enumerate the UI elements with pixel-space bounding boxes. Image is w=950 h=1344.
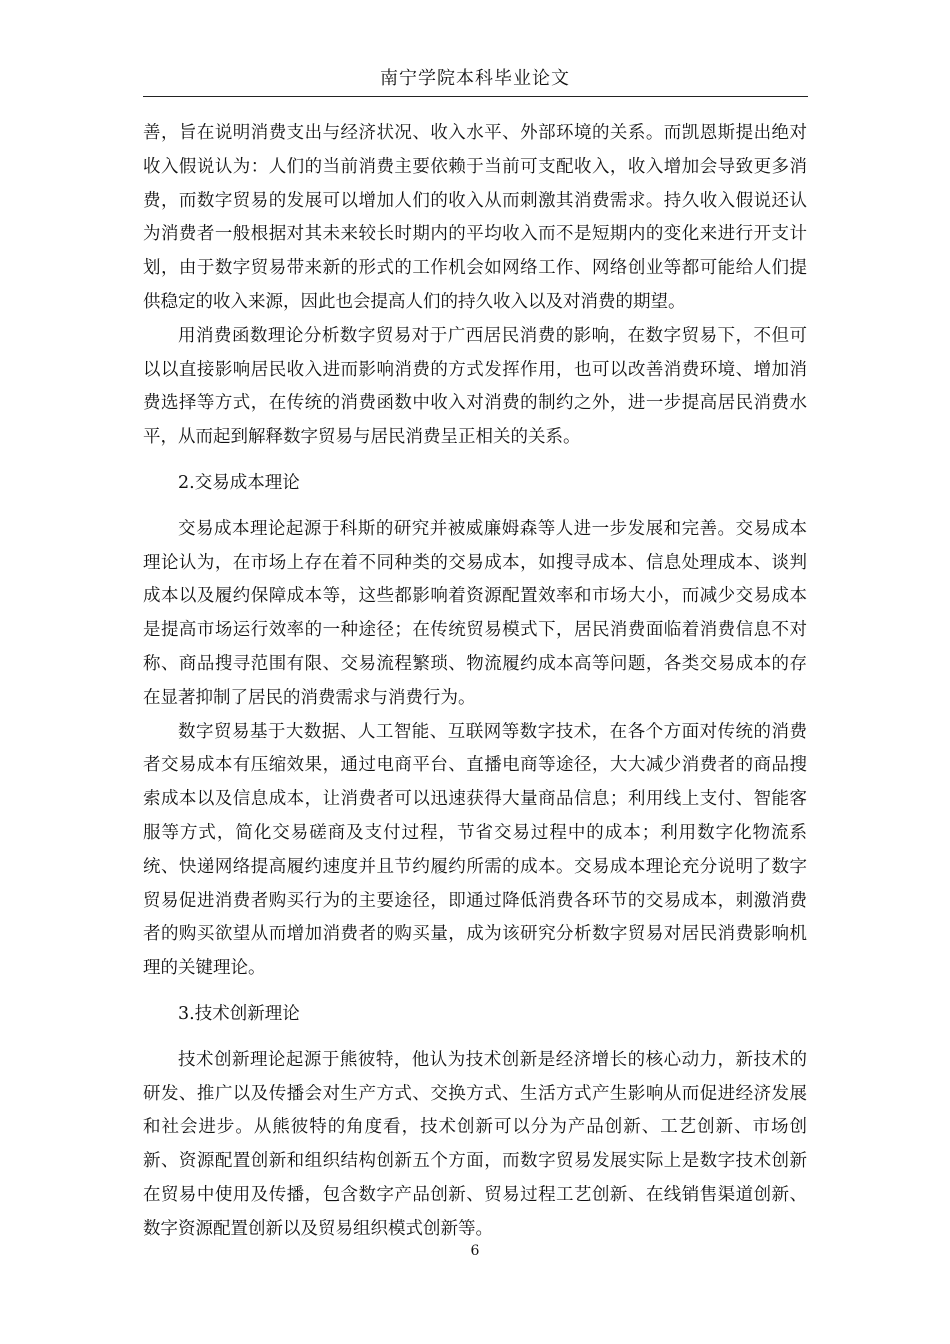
page-body — [143, 117, 807, 1247]
paragraph-tech-innovation-theory: 技术创新理论起源于熊彼特，他认为技术创新是经济增长的核心动力，新技术的研发、推广以及传播会对生产方式、交换方式、生活方式产生影响从而促进经济发展和社会进步。从熊彼特的角度看，技术创新可以分为产品创新、工艺创新、市场创新、资源配置创新和组织结构创新五个方面，而数字贸易发展实际上是数字技术创新在贸易中使用及传播，包含数字产品创新、贸易过程工艺创新、在线销售渠道创新、数字资源配置创新以及贸易组织模式创新等。 — [143, 1049, 807, 1239]
page-number: 6 — [470, 1243, 480, 1259]
header-divider — [143, 96, 808, 97]
running-header: 南宁学院本科毕业论文 — [380, 68, 570, 89]
paragraph-transaction-cost-theory: 交易成本理论起源于科斯的研究并被威廉姆森等人进一步发展和完善。交易成本理论认为，在市场上存在着不同种类的交易成本，如搜寻成本、信息处理成本、谈判成本以及履约保障成本等，这些都影响着资源配置效率和市场大小，而减少交易成本是提高市场运行效率的一种途径；在传统贸易模式下，居民消费面临着消费信息不对称、商品搜寻范围有限、交易流程繁琐、物流履约成本高等问题，各类交易成本的存在显著抑制了居民的消费需求与消费行为。 — [143, 518, 807, 708]
section-heading-transaction-cost: 2.交易成本理论 — [178, 472, 300, 493]
section-heading-tech-innovation: 3.技术创新理论 — [178, 1003, 300, 1024]
paragraph-consumption-analysis: 用消费函数理论分析数字贸易对于广西居民消费的影响，在数字贸易下，不但可以以直接影响居民收入进而影响消费的方式发挥作用，也可以改善消费环境、增加消费选择等方式，在传统的消费函数中收入对消费的制约之外，进一步提高居民消费水平，从而起到解释数字贸易与居民消费呈正相关的关系。 — [143, 325, 807, 448]
paragraph-consumption-continued: 善，旨在说明消费支出与经济状况、收入水平、外部环境的关系。而凯恩斯提出绝对收入假说认为：人们的当前消费主要依赖于当前可支配收入，收入增加会导致更多消费，而数字贸易的发展可以增加人们的收入从而刺激其消费需求。持久收入假说还认为消费者一般根据对其未来较长时期内的平均收入而不是短期内的变化来进行开支计划，由于数字贸易带来新的形式的工作机会如网络工作、网络创业等都可能给人们提供稳定的收入来源，因此也会提高人们的持久收入以及对消费的期望。 — [143, 123, 807, 312]
paragraph-transaction-cost-digital: 数字贸易基于大数据、人工智能、互联网等数字技术，在各个方面对传统的消费者交易成本有压缩效果，通过电商平台、直播电商等途径，大大减少消费者的商品搜索成本以及信息成本，让消费者可以迅速获得大量商品信息；利用线上支付、智能客服等方式，简化交易磋商及支付过程，节省交易过程中的成本；利用数字化物流系统、快递网络提高履约速度并且节约履约所需的成本。交易成本理论充分说明了数字贸易促进消费者购买行为的主要途径，即通过降低消费各环节的交易成本，刺激消费者的购买欲望从而增加消费者的购买量，成为该研究分析数字贸易对居民消费影响机理的关键理论。 — [143, 721, 807, 979]
